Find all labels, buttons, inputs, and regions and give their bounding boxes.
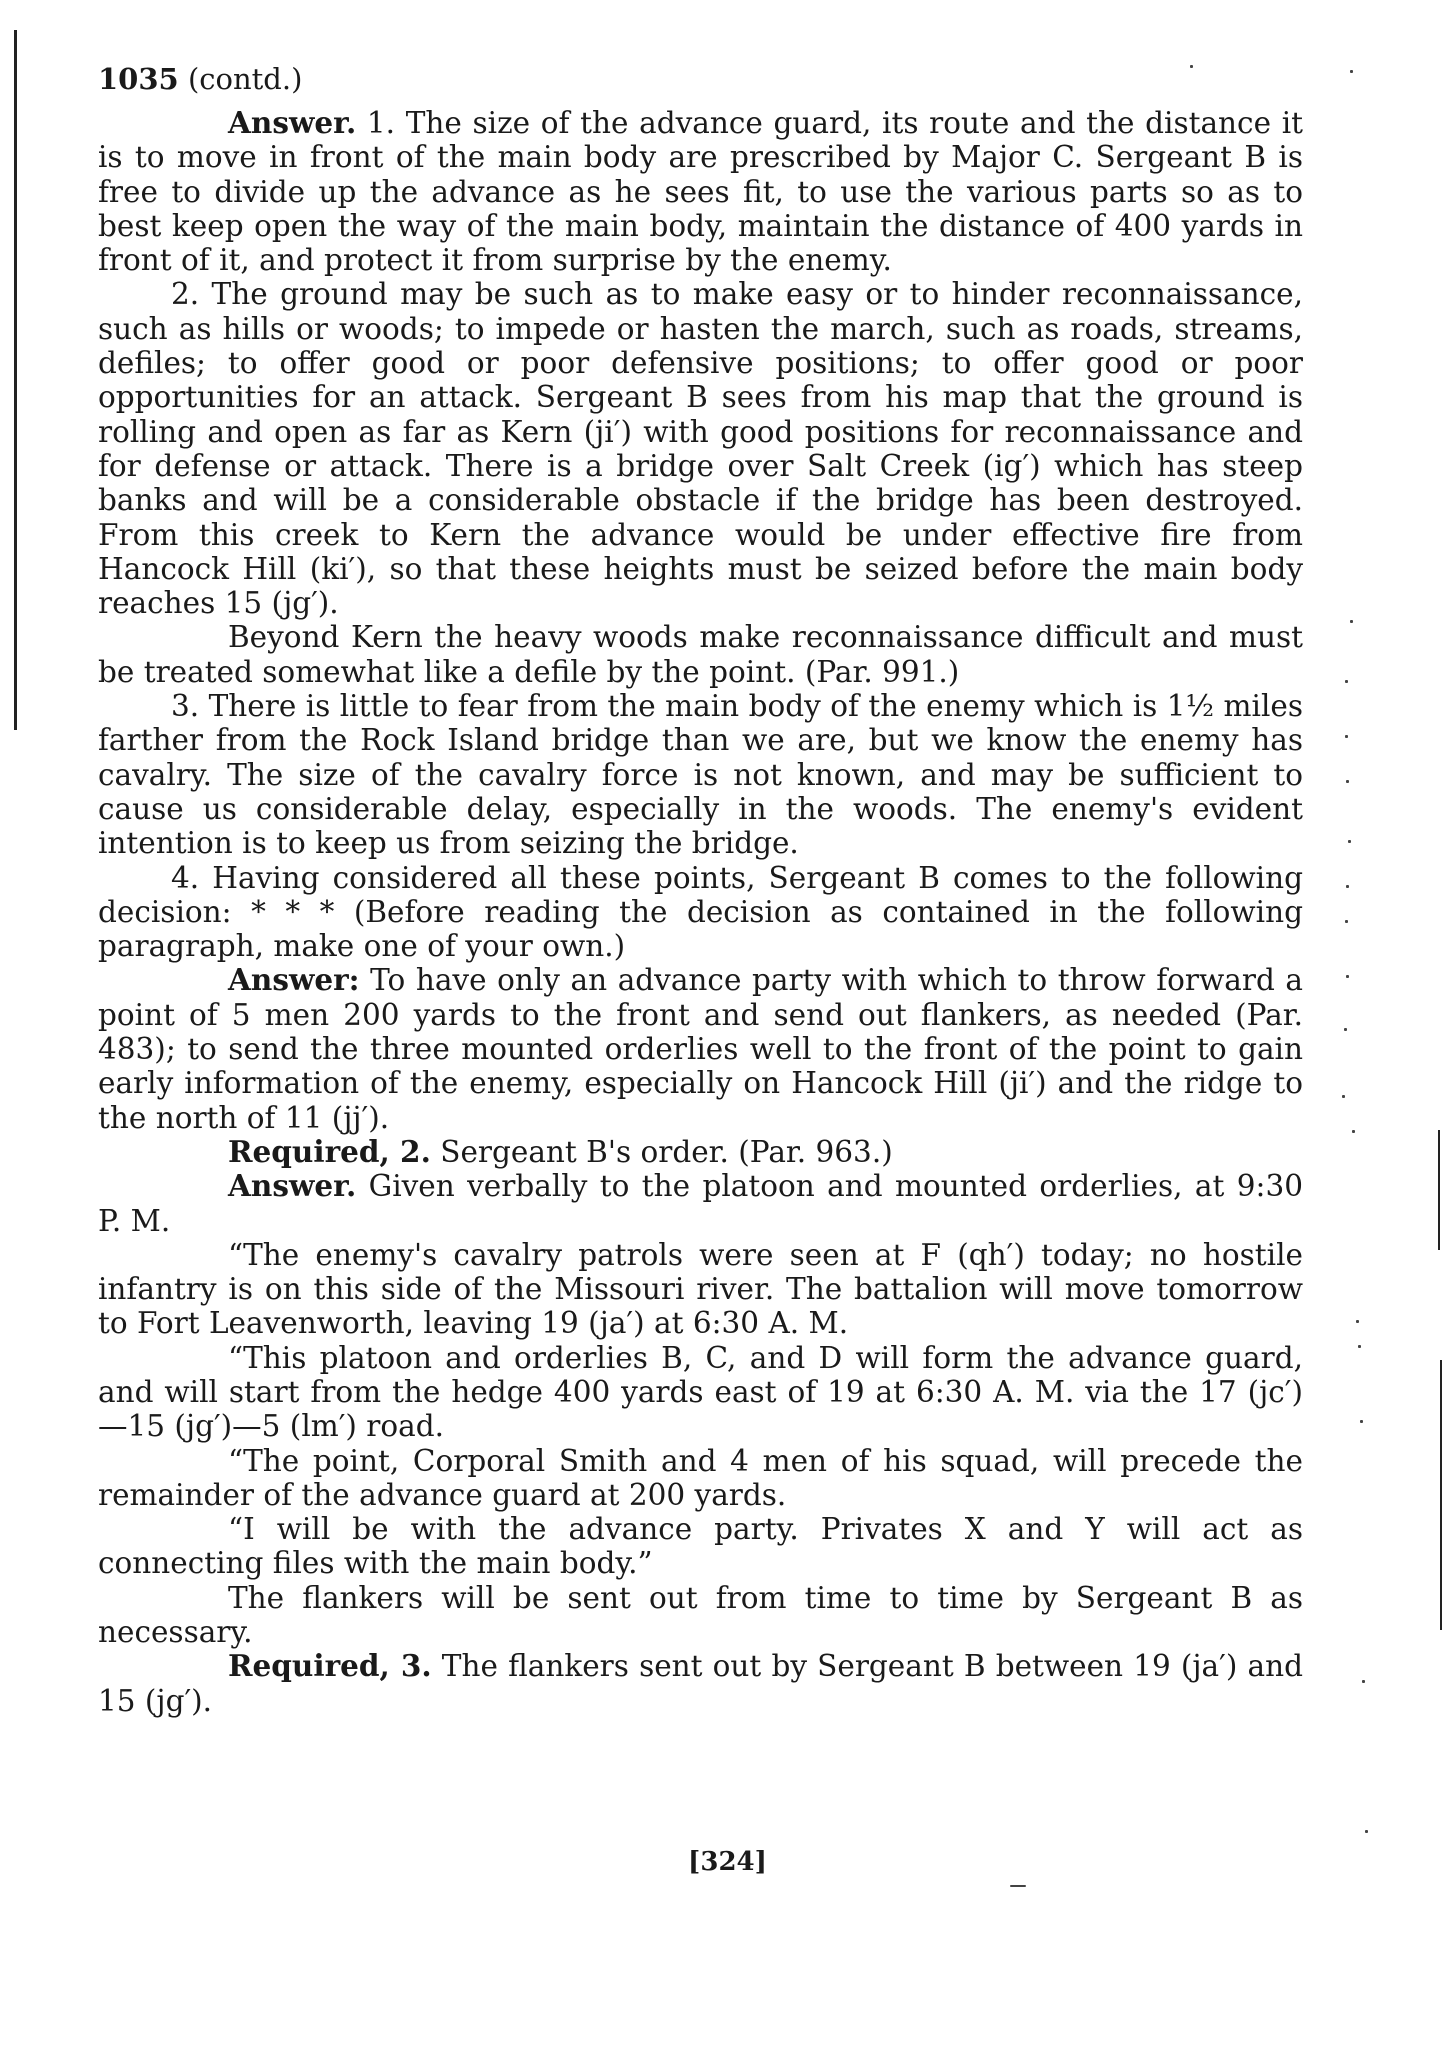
paragraph-text: The flankers sent out by Sergeant B between 19 (ja′) and 15 (jg′). xyxy=(98,1649,1303,1718)
paragraph-text: “I will be with the advance party. Privates X and Y will act as connecting files with the main body.” xyxy=(98,1512,1303,1581)
paragraph-text: Beyond Kern the heavy woods make reconnaissance difficult and must be treated somewhat like a defile by the point. (Par. 991.) xyxy=(98,620,1303,689)
paragraph-order-quote-3 xyxy=(98,1444,1303,1513)
paragraph-beyond-kern xyxy=(98,620,1303,689)
paragraph-text: 2. The ground may be such as to make easy or to hinder reconnaissance, such as hills or woods; to impede or hasten the march, such as roads, streams, defiles; to offer good or poor defensive positions; to offer good or poor opportunities for an attack. Sergeant B sees from his map that the ground is rolling and open as far as Kern (ji′) with good positions for reconnaissance and for defense or attack. There is a bridge over Salt Creek (ig′) which has steep banks and will be a considerable obstacle if the bridge has been destroyed. From this creek to Kern the advance would be under effective fire from Hancock Hill (ki′), so that these heights must be seized before the main body reaches 15 (jg′). xyxy=(98,277,1303,621)
paragraph-order-quote-2 xyxy=(98,1341,1303,1444)
paragraph-answer-decision xyxy=(98,963,1303,1134)
section-header xyxy=(98,60,1303,98)
paragraph-answer-1 xyxy=(98,106,1303,277)
paragraph-text: 1. The size of the advance guard, its route and the distance it is to move in front of the main body are prescribed by Major C. Sergeant B is free to divide up the advance as he sees fit, to use the various parts so as to best keep open the way of the main body, maintain the distance of 400 yards in front of it, and protect it from surprise by the enemy. xyxy=(98,106,1303,278)
paragraph-text: “The point, Corporal Smith and 4 men of his squad, will precede the remainder of the advance guard at 200 yards. xyxy=(98,1443,1303,1512)
left-scan-rule xyxy=(14,30,17,730)
page-folio: [324] xyxy=(688,1847,767,1877)
section-contd: (contd.) xyxy=(187,62,303,96)
paragraph-label: Required, 2. xyxy=(228,1133,431,1169)
paragraph-text: Sergeant B's order. (Par. 963.) xyxy=(440,1134,893,1169)
paragraph-label: Required, 3. xyxy=(228,1648,432,1684)
document-page xyxy=(98,60,1303,1718)
paragraph-point-2 xyxy=(98,277,1303,620)
right-scan-rule-lower xyxy=(1440,1360,1442,1630)
paragraph-answer-order xyxy=(98,1169,1303,1238)
paragraph-text: “The enemy's cavalry patrols were seen at F (qh′) today; no hostile infantry is on this side of the Missouri river. The battalion will move tomorrow to Fort Leavenworth, leaving 19 (ja′) at 6:30 A. M. xyxy=(98,1237,1303,1341)
paragraph-text: 3. There is little to fear from the main body of the enemy which is 1½ miles farther from the Rock Island bridge than we are, but we know the enemy has cavalry. The size of the cavalry force is not known, and may be sufficient to cause us considerable delay, especially in the woods. The enemy's evident intention is to keep us from seizing the bridge. xyxy=(98,689,1303,861)
paragraph-label: Answer: xyxy=(228,962,360,998)
paragraph-text: Given verbally to the platoon and mounted orderlies, at 9:30 P. M. xyxy=(98,1169,1303,1238)
right-scan-rule-upper xyxy=(1438,1130,1440,1250)
paragraph-text: 4. Having considered all these points, Sergeant B comes to the following decision: * * * (Before reading the decision as contained in the following paragraph, make one of your own.) xyxy=(98,860,1303,964)
paragraph-text: To have only an advance party with which to throw forward a point of 5 men 200 yards to the front and send out flankers, as needed (Par. 483); to send the three mounted orderlies well to the front of the point to gain early information of the enemy, especially on Hancock Hill (ji′) and the ridge to the north of 11 (jj′). xyxy=(98,963,1303,1135)
paragraph-label: Answer. xyxy=(228,1168,357,1204)
paragraph-point-4 xyxy=(98,861,1303,964)
paragraph-label: Answer. xyxy=(228,105,357,140)
paragraph-point-3 xyxy=(98,689,1303,860)
paragraph-required-2 xyxy=(98,1135,1303,1169)
paragraph-flankers xyxy=(98,1581,1303,1650)
paragraph-order-quote-4 xyxy=(98,1512,1303,1581)
section-number: 1035 xyxy=(98,62,179,96)
paragraph-text: The flankers will be sent out from time to time by Sergeant B as necessary. xyxy=(98,1580,1303,1650)
paragraph-required-3 xyxy=(98,1649,1303,1718)
paragraph-order-quote-1 xyxy=(98,1238,1303,1341)
paragraph-text: “This platoon and orderlies B, C, and D will form the advance guard, and will start from the hedge 400 yards east of 19 at 6:30 A. M. via the 17 (jc′)—15 (jg′)—5 (lm′) road. xyxy=(98,1340,1303,1444)
